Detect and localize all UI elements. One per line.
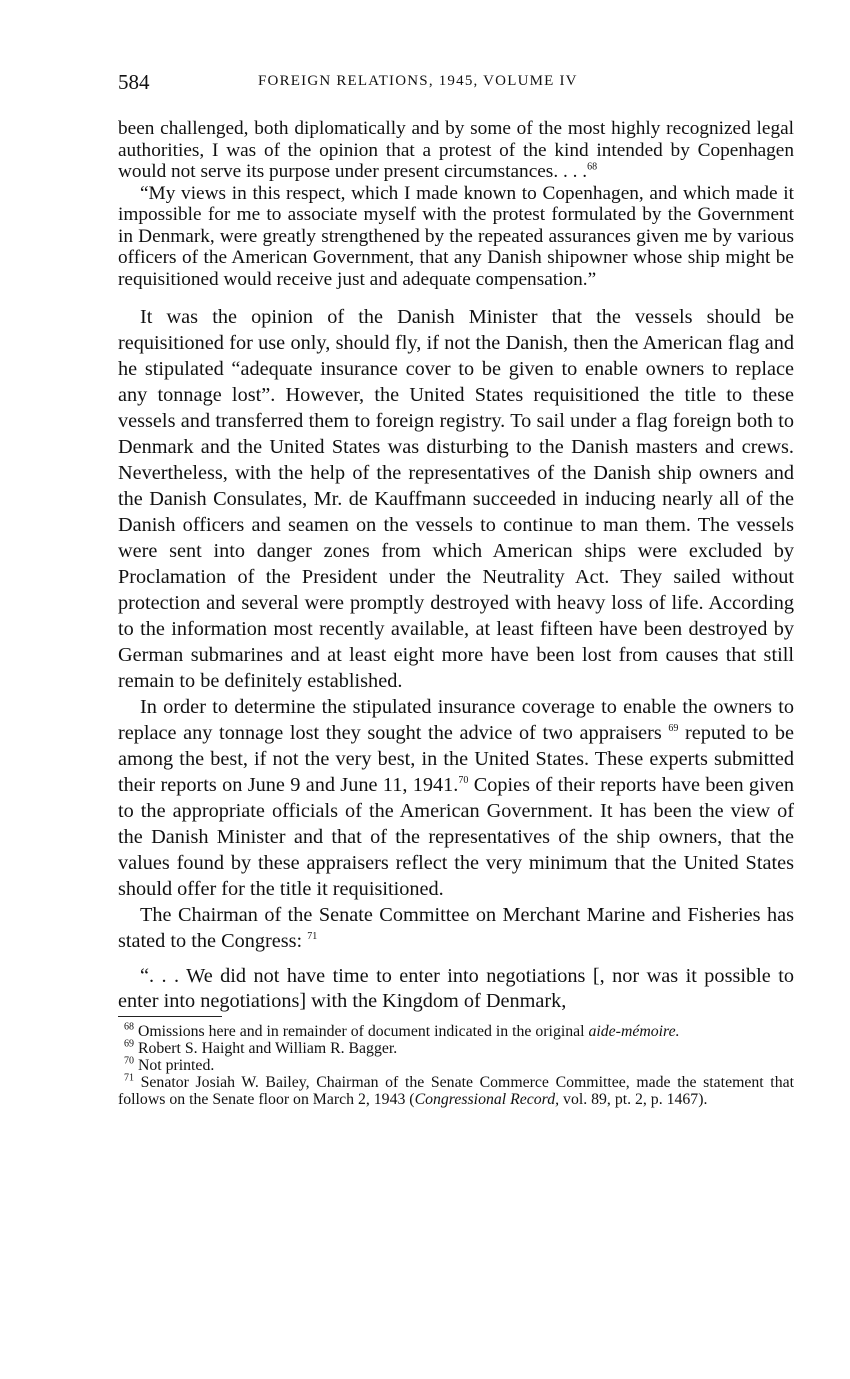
body-text: [118, 304, 794, 954]
footnote-text: Senator Josiah W. Bailey, Chairman of the Senate Commerce Committee, made the statement that follows on the Senate floor on March 2, 1943 (: [118, 1074, 794, 1108]
footnote-number: 68: [124, 1021, 134, 1033]
footnote-divider: [118, 1016, 222, 1017]
document-page: [118, 70, 794, 1108]
footnote-71: [118, 1074, 794, 1108]
body-paragraph: It was the opinion of the Danish Minister that the vessels should be requisitioned for use only, should fly, if not the Danish, then the American flag and he stipulated “adequate insurance cover to be given to enable owners to replace any tonnage lost”. However, the United States requisitioned the title to these vessels and transferred them to foreign registry. To sail under a flag foreign both to Denmark and the United States was disturbing to the Danish masters and crews. Nevertheless, with the help of the representatives of the Danish ship owners and the Danish Consulates, Mr. de Kauffmann succeeded in inducing nearly all of the Danish officers and seamen on the vessels to continue to man them. The vessels were sent into danger zones from which American ships were excluded by Proclamation of the President under the Neutrality Act. They sailed without protection and several were promptly destroyed with heavy loss of life. According to the information most recently available, at least fifteen have been destroyed by German submarines and at least eight more have been lost from causes that still remain to be definitely established.: [118, 306, 794, 692]
footnote-text: vol. 89, pt. 2, p. 1467).: [559, 1091, 708, 1108]
text-run: Copies of their reports have been given to the appropriate officials of the American Government. It has been the view of the Danish Minister and that of the representatives of the ship owners, that the values found by these appraisers reflect the very minimum that the United States should offer for the title it requisitioned.: [118, 774, 794, 900]
quote-paragraph: [118, 118, 794, 183]
body-paragraph: [118, 694, 794, 902]
footnote-text: Not printed.: [134, 1057, 215, 1074]
running-title: FOREIGN RELATIONS, 1945, VOLUME IV: [258, 73, 578, 89]
footnote-text: Omissions here and in remainder of document indicated in the original: [134, 1023, 589, 1040]
footnote-70: [118, 1057, 794, 1074]
footnote-68: [118, 1023, 794, 1040]
text-run: The Chairman of the Senate Committee on Merchant Marine and Fisheries has stated to the Congress:: [118, 904, 794, 952]
quoted-paragraph: “. . . We did not have time to enter into negotiations [, nor was it possible to enter into negotiations] with the Kingdom of Denmark,: [118, 965, 794, 1012]
footnote-ref: 69: [668, 723, 679, 735]
quote-text: been challenged, both diplomatically and by some of the most highly recognized legal authorities, I was of the opinion that a protest of the kind intended by Copenhagen would not serve its purpose under present circumstances. . . .: [118, 118, 794, 182]
footnote-number: 69: [124, 1038, 134, 1050]
body-paragraph: [118, 902, 794, 954]
text-run: reputed to be among the best, if not the very best, in the United States. These experts submitted their reports on June 9 and June 11, 1941.: [118, 722, 794, 796]
footnote-italic-text: Congressional Record,: [414, 1091, 560, 1108]
page-number: 584: [118, 70, 150, 94]
footnotes: [118, 1023, 794, 1108]
footnote-text: Robert S. Haight and William R. Bagger.: [134, 1040, 398, 1057]
footnote-ref: 70: [458, 775, 469, 787]
footnote-italic-text: aide-mémoire.: [588, 1023, 680, 1040]
footnote-number: 71: [124, 1072, 134, 1084]
footnote-number: 70: [124, 1055, 134, 1067]
quote-paragraph: “My views in this respect, which I made known to Copenhagen, and which made it impossible for me to associate myself with the protest formulated by the Government in Denmark, were greatly strengthened by the repeated assurances given me by various officers of the American Government, that any Danish shipowner whose ship might be requisitioned would receive just and adequate compensation.”: [118, 182, 794, 290]
footnote-69: [118, 1040, 794, 1057]
page-header: [118, 70, 794, 100]
text-run: In order to determine the stipulated insurance coverage to enable the owners to replace any tonnage lost they sought the advice of two appraisers: [118, 696, 794, 744]
footnote-ref: 68: [587, 161, 598, 173]
footnote-ref: 71: [307, 931, 318, 943]
quoted-block: [118, 118, 794, 290]
